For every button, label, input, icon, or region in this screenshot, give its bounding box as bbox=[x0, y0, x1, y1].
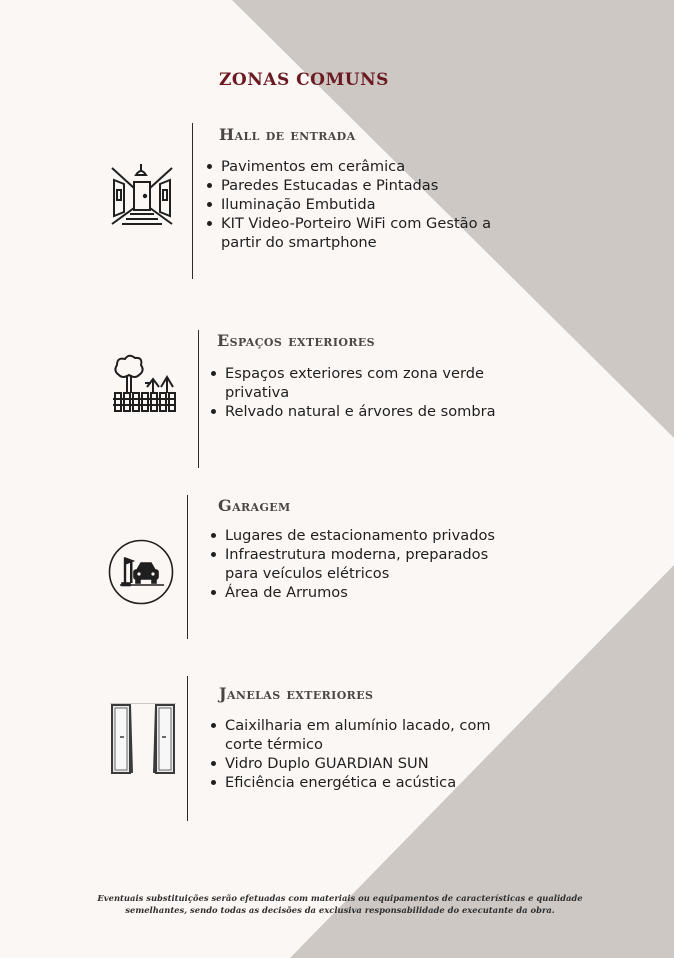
garden-icon bbox=[111, 353, 177, 417]
list-item: Caixilharia em alumínio lacado, com corte térmico bbox=[225, 716, 525, 754]
divider-line bbox=[187, 676, 188, 821]
list-item: Iluminação Embutida bbox=[221, 195, 561, 214]
list-item: Lugares de estacionamento privados bbox=[225, 526, 555, 545]
divider-line bbox=[198, 330, 199, 468]
page-title: ZONAS COMUNS bbox=[219, 70, 389, 90]
list-item: Infraestrutura moderna, preparados para veículos elétricos bbox=[225, 545, 525, 583]
list-item: KIT Video-Porteiro WiFi com Gestão a partir do smartphone bbox=[221, 214, 521, 252]
garage-car-icon bbox=[108, 539, 174, 609]
divider-line bbox=[192, 123, 193, 279]
garage-features-list bbox=[207, 526, 555, 602]
list-item: Pavimentos em cerâmica bbox=[221, 157, 561, 176]
section-heading-exterior: Espaços exteriores bbox=[217, 331, 376, 350]
list-item: Eficiência energética e acústica bbox=[225, 773, 555, 792]
section-heading-windows: Janelas exteriores bbox=[219, 684, 374, 703]
list-item: Paredes Estucadas e Pintadas bbox=[221, 176, 561, 195]
list-item: Vidro Duplo GUARDIAN SUN bbox=[225, 754, 555, 773]
footer-disclaimer: Eventuais substituições serão efetuadas com materiais ou equipamentos de características e qualidade semelhantes, sendo todas as decisões da exclusiva responsabilidade do executante da obra. bbox=[97, 893, 583, 915]
exterior-features-list bbox=[207, 364, 555, 421]
section-heading-garage: Garagem bbox=[218, 496, 291, 515]
windows-features-list bbox=[207, 716, 555, 792]
hall-features-list bbox=[203, 157, 561, 252]
window-icon bbox=[110, 703, 176, 779]
list-item: Relvado natural e árvores de sombra bbox=[225, 402, 555, 421]
divider-line bbox=[187, 495, 188, 639]
list-item: Área de Arrumos bbox=[225, 583, 555, 602]
list-item: Espaços exteriores com zona verde privativa bbox=[225, 364, 525, 402]
section-heading-hall: Hall de entrada bbox=[219, 125, 356, 144]
hall-icon bbox=[110, 162, 174, 232]
